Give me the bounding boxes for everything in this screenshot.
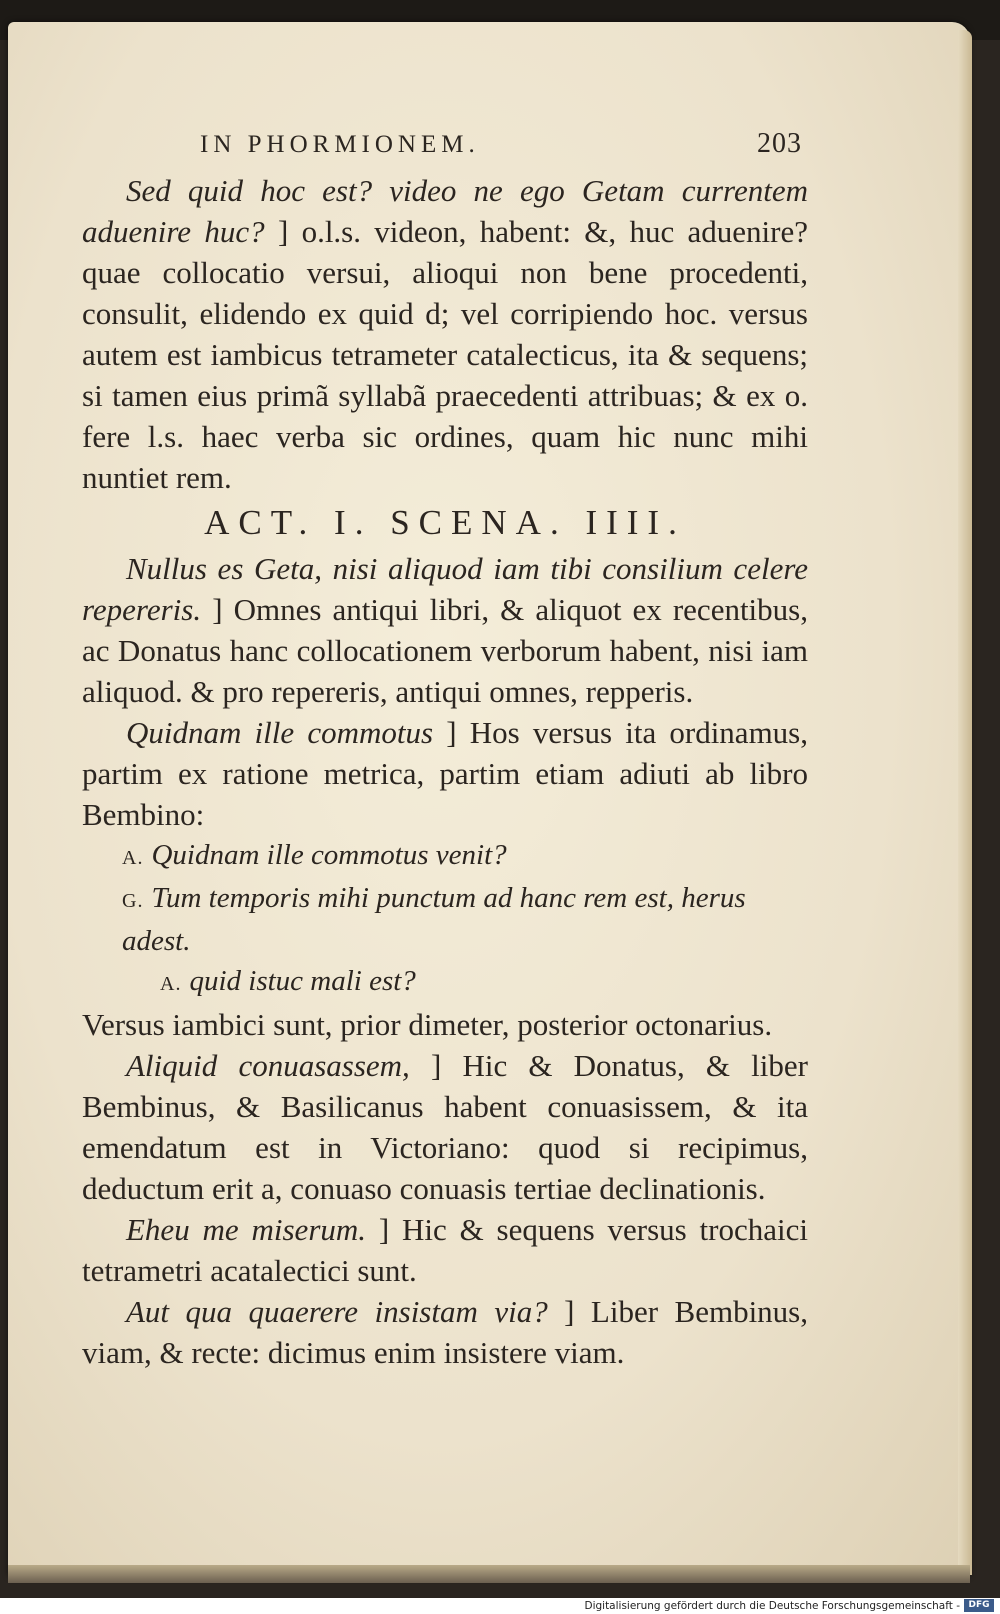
speaker-label: A.: [122, 847, 144, 869]
speaker-label: G.: [122, 890, 144, 912]
commentary-text: ] o.l.s. videon, habent: &, huc aduenire? quae collocatio versui, alioqui non bene procedenti, consulit, elidendo ex quid d; vel corripiendo hoc. versus autem est iambicus tetrameter catalecticus, ita & sequens; si tamen eius primã syllabã praecedenti attribuas; & ex o. fere l.s. haec verba sic ordines, quam hic nunc mihi nuntiet rem.: [82, 214, 809, 495]
page-edge: [958, 30, 972, 1575]
page-number: 203: [757, 128, 802, 159]
verse-text: Quidnam ille commotus venit?: [151, 839, 507, 871]
note-paragraph: [82, 1209, 808, 1291]
lemma: Quidnam ille commotus: [126, 715, 434, 750]
note-paragraph: [82, 1291, 808, 1373]
verse-line: [82, 961, 808, 1004]
commentary-text: Versus iambici sunt, prior dimeter, posterior octonarius.: [82, 1007, 773, 1042]
funding-credit: Digitalisierung gefördert durch die Deutsche Forschungsgemeinschaft -: [584, 1600, 960, 1612]
note-paragraph: [82, 1045, 808, 1209]
running-head-title: IN PHORMIONEM.: [200, 131, 480, 158]
commentary-text: ] Liber Bembinus, viam, & recte: dicimus enim insistere viam.: [82, 1294, 808, 1370]
commentary-text: ] Omnes antiqui libri, & aliquot ex recentibus, ac Donatus hanc collocationem verborum habent, nisi iam aliquod. & pro repereris, antiqui omnes, repperis.: [82, 592, 808, 709]
scene-heading: ACT. I. SCENA. IIII.: [204, 503, 686, 542]
dfg-logo-icon: DFG: [964, 1599, 994, 1612]
verse-text: Tum temporis mihi punctum ad hanc rem est, herus adest.: [122, 882, 746, 957]
note-paragraph: [82, 1004, 808, 1045]
note-paragraph: [82, 712, 808, 835]
note-paragraph: [82, 170, 808, 498]
speaker-label: A.: [160, 973, 182, 995]
lemma: Eheu me miserum.: [126, 1212, 367, 1247]
note-paragraph: [82, 548, 808, 712]
page-text: [82, 128, 808, 1373]
lemma: Aut qua quaerere insistam via?: [126, 1294, 548, 1329]
running-head: [200, 128, 808, 160]
page-bottom-shadow: [8, 1565, 970, 1583]
lemma: Sed quid hoc est? video ne ego Getam currentem aduenire huc?: [82, 173, 808, 249]
verse-line: [82, 878, 808, 961]
verse-text: quid istuc mali est?: [189, 965, 416, 997]
commentary-text: ] Hic & sequens versus trochaici tetrametri acatalectici sunt.: [82, 1212, 808, 1288]
lemma: Aliquid conuasassem,: [126, 1048, 410, 1083]
lemma: Nullus es Geta, nisi aliquod iam tibi consilium celere repereris.: [82, 551, 808, 627]
verse-line: [82, 835, 808, 878]
commentary-text: ] Hos versus ita ordinamus, partim ex ratione metrica, partim etiam adiuti ab libro Bembino:: [82, 715, 808, 832]
commentary-text: ] Hic & Donatus, & liber Bembinus, & Basilicanus habent conuasissem, & ita emendatum est in Victoriano: quod si recipimus, deductum erit a, conuaso conuasis tertiae declinationis.: [82, 1048, 808, 1206]
